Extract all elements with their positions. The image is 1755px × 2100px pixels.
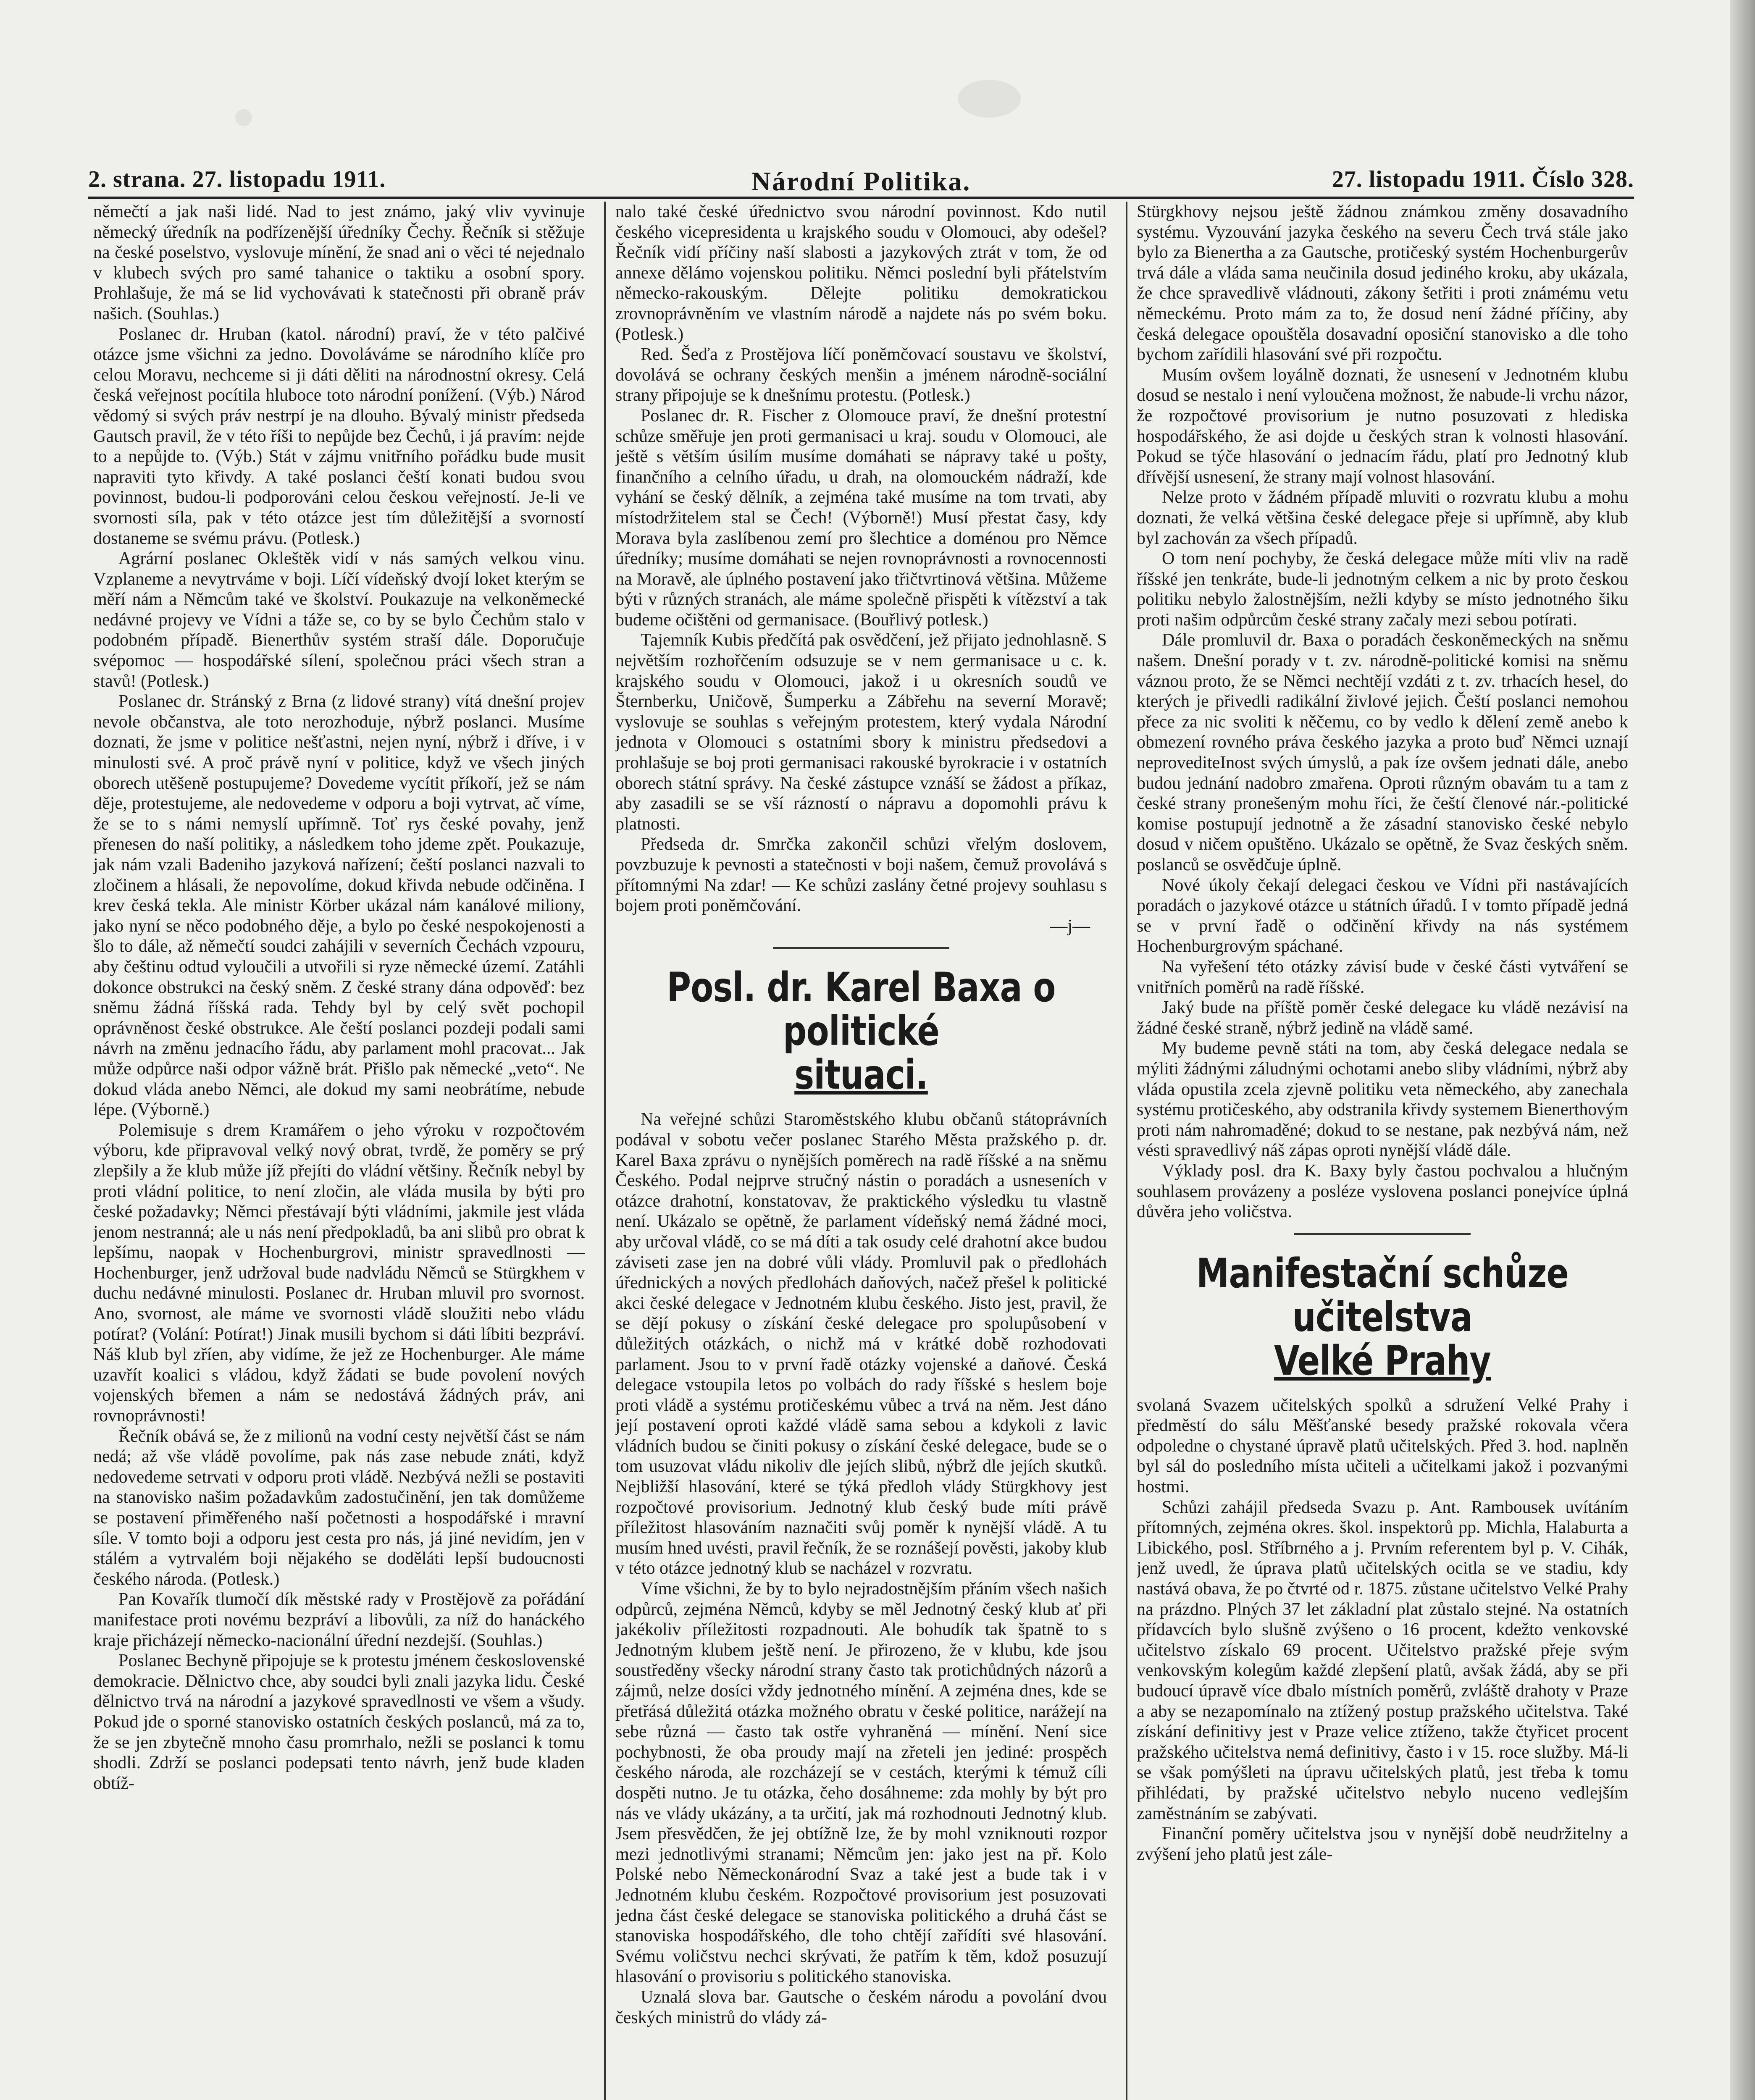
column-1 xyxy=(93,202,585,2100)
newspaper-title: Národní Politika. xyxy=(751,166,971,196)
article-headline xyxy=(1181,1252,1584,1383)
paragraph: Stürgkhovy nejsou ještě žádnou známkou změny dosavadního systému. Vyzouvání jazyka českého na severu Čech trvá stále jako bylo za Bienertha a za Gautsche, protičeský systém Hochenburgerův trvá dále a vláda sama neučinila dosud jediného kroku, aby ukázala, že chce spravedlivě vládnouti, zákony šetřiti i proti známému vetu německému. Proto mám za to, že dosud není žádné příčiny, aby česká delegace opouštěla dosavadní oposiční stanovisko a dle toho bychom zařídili hlasování své při rozpočtu. xyxy=(1137,202,1628,365)
paragraph: němečtí a jak naši lidé. Nad to jest známo, jaký vliv vyvinuje německý úředník na podřízenější úředníky Čechy. Řečník si stěžuje na české poselstvo, vyslovuje mínění, že snad ani o věci té nejednalo v klubech svých pro samé tahanice o taktiku a osobní spory. Prohlašuje, že má se lid vychovávati k statečnosti při obraně práv našich. (Souhlas.) xyxy=(93,202,585,323)
headline-line: Velké Prahy xyxy=(1274,1337,1491,1384)
paper-stain xyxy=(235,109,252,126)
column-rule xyxy=(1126,202,1127,2100)
section-separator xyxy=(1294,1233,1471,1235)
section-separator xyxy=(773,947,949,949)
paragraph: Na veřejné schůzi Staroměstského klubu občanů státoprávních podával v sobotu večer poslanec Starého Města pražského p. dr. Karel Baxa zprávu o nynějších poměrech na radě říšské a na sněmu Českého. Podal nejprve stručný nástin o poradách a usneseních v otázce drahotní, konstatovav, že praktického výsledku tu vlastně není. Ukázalo se opětně, že parlament vídeňský nemá žádné moci, aby určoval vládě, co se má díti a tak osudy celé drahotní akce budou záviseti zase jen na dobré vůli vlády. Promluvil pak o předlohách úřednických a nových předlohách daňových, načež přešel k politické akci české delegace v Jednotném klubu českého. Jisto jest, pravil, že se dějí pokusy o získání české delegace pro spolupůsobení v důležitých otázkách, o nichž má v krátké době rozhodovati parlament. Jsou to v první řadě otázky vojenské a daňové. Česká delegace vstoupila letos po volbách do rady říšské s heslem boje proti vládě a systému protičeskému vůbec a trvá na něm. Jest dáno její postavení oproti každé vládě sama sebou a kdykoli z lavic vládních budou se činiti pokusy o získání české delegace, bude se o tom usuzovat vládu nikoliv dle jejích slibů, nýbrž dle jejích skutků. Nejbližší hlasování, které se týká předloh vlády Stürgkhovy jest rozpočtové provisorium. Jednotný klub český bude míti právě příležitost hlasováním naznačiti svůj poměr k nynější vládě. A tu musím hned uvésti, pravil řečník, že se roznášejí pověsti, jakoby klub v této otázce jednotný klub se nacházel v rozvratu. xyxy=(615,1110,1107,1578)
paragraph: Tajemník Kubis předčítá pak osvědčení, jež přijato jednohlasně. S největším rozhořčením odsuzuje se v nem germanisace u c. k. krajského soudu v Olomouci, jakož i u okresních soudů ve Šternberku, Uničově, Šumperku a Zábřehu na severní Moravě; vyslovuje se souhlas s veřejným protestem, který vydala Národní jednota v Olomouci s ostatními sbory k ministru předsedovi a prohlašuje se boj proti germanisaci rakouské byrokracie i v ostatních oborech státní správy. Na české zástupce vznáší se žádost a příkaz, aby zasadili se se vší rázností o nápravu a dopomohli právu k platnosti. xyxy=(615,630,1107,834)
paragraph: Nové úkoly čekají delegaci českou ve Vídni při nastávajících poradách o jazykové otázce u státních úřadů. I v tomto případě jedná se v první řadě o odčinění křivdy na nás systémem Hochenburgrovým spáchané. xyxy=(1137,875,1628,956)
paragraph: Jaký bude na příště poměr české delegace ku vládě nezávisí na žádné české straně, nýbrž jedině na vládě samé. xyxy=(1137,998,1628,1038)
column-3 xyxy=(1137,202,1628,2100)
paragraph: Red. Šeďa z Prostějova líčí poněmčovací soustavu ve školství, dovolává se ochrany českých menšin a jménem národně-sociální strany připojuje se k dnešnímu protestu. (Potlesk.) xyxy=(615,345,1107,405)
paragraph: Dále promluvil dr. Baxa o poradách českoněmeckých na sněmu našem. Dnešní porady v t. zv. národně-politické komisi na sněmu váznou proto, že se Němci nechtějí vzdáti z t. zv. trhacích hesel, do kterých je přivedli radikální živlové jejich. Čeští poslanci nemohou přece za nic svoliti k něčemu, co by vedlo k dělení země anebo k obmezení rovného práva českého jazyka a proto buď Němci uznají neprovediteInost svých úmyslů, a pak íze ovšem jednati dále, anebo budou jednání nadobro zmařena. Oproti různým obavám tu a tam z české strany pronešeným mohu říci, že čeští členové nár.-politické komise postupují jednotně a že zásadní stanovisko české nebylo dosud v ničem opuštěno. Ukázalo se opětně, že Svaz českých sněm. poslanců se osvědčuje úplně. xyxy=(1137,630,1628,874)
paper-stain xyxy=(958,80,1021,118)
paragraph: Na vyřešení této otázky závisí bude v české části vytváření se vnitřních poměrů na radě říšské. xyxy=(1137,957,1628,997)
headline-line: situaci. xyxy=(794,1051,928,1099)
paragraph: Poslanec dr. Stránský z Brna (z lidové strany) vítá dnešní projev nevole občanstva, ale toto nerozhoduje, nýbrž poslanci. Musíme doznati, že jsme v politice nešťastni, nejen nyní, nýbrž i dříve, i v minulosti své. A proč právě nyní v politice, když ve všech jiných oborech utěšeně postupujeme? Dovedeme vycítit příkoří, jež se nám děje, protestujeme, ale nedovedeme v odporu a boji vytrvat, ač víme, že se to s námi nemyslí upřímně. Toť rys české povahy, jenž přenesen do naší politiky, a následkem toho jdeme zpět. Poukazuje, jak nám vzali Badeniho jazyková nařízení; čeští poslanci nazvali to zločinem a hlásali, že nepovolíme, dokud křivda nebude odčiněna. I krev česká tekla. Ale ministr Körber ukázal nám kanálové miliony, jako nyní se něco podobného děje, a bylo po české nespokojenosti a šlo to dále, až němečtí soudci zahájili v severních Čechách vzpouru, aby češtinu odtud vyloučili a utvořili si ryze německé území. Zatáhli dokonce obstrukci na český sněm. Z české strany dána odpověď: bez sněmu žádná říšská rada. Tehdy byl by celý svět pochopil oprávněnost české obstrukce. Ale čeští poslanci pozdeji podali sami návrh na změnu jednacího řádu, aby parlament mohl pracovat... Jak může odpůrce naši odpor vážně brát. Přišlo pak německé „veto“. Ne dokud vláda anebo Němci, ale dokud my sami neobrátíme, nebude lépe. (Výborně.) xyxy=(93,692,585,1120)
paragraph: Agrární poslanec Okleštěk vidí v nás samých velkou vinu. Vzplaneme a nevytrváme v boji. Líčí vídeňský dvojí loket kterým se měří nám a Němcům také ve školství. Poukazuje na velkoněmecké nedávné projevy ve Vídni a táže se, co by se bylo Čechům stalo v podobném případě. Bienerthův systém straší dále. Doporučuje svépomoc — hospodářské sílení, společnou práci všech stran a stavů! (Potlesk.) xyxy=(93,549,585,691)
paragraph: Poslanec Bechyně připojuje se k protestu jménem československé demokracie. Dělnictvo chce, aby soudci byli znali jazyka lidu. České dělnictvo trvá na národní a jazykové spravedlnosti ve všem a všudy. Pokud jde o sporné stanovisko ostatních českých poslanců, má za to, že se jen zbytečně mnoho času promrhalo, nežli se poslanci k tomu shodli. Zdrží se poslanci podepsati tento návrh, jenž bude kladen obtíž- xyxy=(93,1651,585,1793)
paragraph: Řečník obává se, že z milionů na vodní cesty největší část se nám nedá; až vše vládě povolíme, pak nás zase nebude znáti, když nedovedeme setrvati v odporu proti vládě. Nezbývá nežli se postaviti na stanovisko našim požadavkům zadostučinění, jen tak domůžeme se postavení přiměřeného naší početnosti a hospodářské i mravní síle. V tomto boji a odporu jest cesta pro nás, já jiné nevidím, jen v stálém a vytrvalém boji nějakého se doděláti lepší budoucnosti českého národa. (Potlesk.) xyxy=(93,1426,585,1589)
paragraph: Musím ovšem loyálně doznati, že usnesení v Jednotném klubu dosud se nestalo i není vyloučena možnost, že nabude-li vrchu názor, že rozpočtové provisorium je nutno posuzovati z hlediska hospodářského, že asi dojde u českých stran k volnosti hlasování. Pokud se týče hlasování o jednacím řádu, platí pro Jednotný klub dřívější usnesení, že strany mají volnost hlasování. xyxy=(1137,365,1628,487)
paragraph: Předseda dr. Smrčka zakončil schůzi vřelým doslovem, povzbuzuje k pevnosti a statečnosti v boji našem, čemuž provolává s přítomnými Na zdar! — Ke schůzi zaslány četné projevy souhlasu s bojem proti poněmčování. xyxy=(615,835,1107,916)
paragraph: Polemisuje s drem Kramářem o jeho výroku v rozpočtovém výboru, kde připravoval velký nový obrat, tvrdě, že poměry se prý zlepšily a že klub může jíž přejíti do vládní většiny. Řečník nebyl by proti vládní politice, to není zločin, ale vláda musila by býti pro české požadavky; Němci přestávají býti vládními, jakmile jest vláda jenom nestranná; ale u nás není předpokladů, ba ani slibů pro obrat k lepšímu, naopak v Hochenburgrovi, ministr spravedlnosti — Hochenburger, jenž udržoval bude nadvládu Němců se Stürgkhem v duchu nedávné minulosti. Poslanec dr. Hruban mluvil pro svornost. Ano, svornost, ale máme ve svornosti vládě sloužiti nebo vládu potírat? (Volání: Potírat!) Jinak musili bychom si dáti líbiti bezpráví. Náš klub byl zříen, aby vidíme, že jež ze Hochenburger. Ale máme uzavřít koalici s vládou, když žádati se bude povolení nových vojenských břemen a nám se nedostává žádných práv, ani rovnoprávnosti! xyxy=(93,1120,585,1426)
paragraph: Uznalá slova bar. Gautsche o českém národu a povolání dvou českých ministrů do vlády zá- xyxy=(615,1987,1107,2027)
header-date-issue: 27. listopadu 1911. Číslo 328. xyxy=(1332,166,1634,192)
paragraph: svolaná Svazem učitelských spolků a sdružení Velké Prahy i předměstí do sálu Měšťanské besedy pražské rokovala včera odpoledne o chystané úpravě platů učitelských. Před 3. hod. naplněn byl sál do posledního místa učiteli a učitelkami jakož i pozvanými hostmi. xyxy=(1137,1395,1628,1497)
scan-edge xyxy=(1730,0,1755,2100)
headline-line: Posl. dr. Karel Baxa o politické xyxy=(667,964,1056,1055)
column-2 xyxy=(615,202,1107,2100)
header-rule xyxy=(88,197,1634,199)
header-page-date: 2. strana. 27. listopadu 1911. xyxy=(88,166,386,192)
paragraph: Schůzi zahájil předseda Svazu p. Ant. Rambousek uvítáním přítomných, zejména okres. škol. inspektorů pp. Michla, Halaburta a Libického, posl. Stříbrného a j. Prvním referentem byl p. V. Cihák, jenž uvedl, že úprava platů učitelských ocitla se ve stadiu, kdy nastává obava, že po čtvrté od r. 1875. zůstane učitelstvo Velké Prahy na prázdno. Plných 37 let základní plat zůstalo stejné. Na ostatních přídavcích bylo slušně zvýšeno o 16 procent, kdežto venkovské učitelstvo získalo 69 procent. Učitelstvo pražské přeje svým venkovským kolegům každé zlepšení platů, avšak žádá, aby se při budoucí úpravě více dbalo místních poměrů, zvláště drahoty v Praze a aby se nezapomínalo na ztížený postup pražského učitelstva. Také získání definitivy jest v Praze velice ztíženo, takže čtyřicet procent pražského učitelstva nemá definitivy, často i v 15. roce služby. Má-li se však pomýšleti na úpravu učitelských platů, jest třeba k tomu přihlédati, by pražské učitelstvo nebylo nuceno vedlejším zaměstnáním se zabývati. xyxy=(1137,1497,1628,1823)
paragraph: nalo také české úřednictvo svou národní povinnost. Kdo nutil českého vicepresidenta u krajského soudu v Olomouci, aby odešel? Řečník vidí příčiny naší slabosti a jazykových ztrát v tom, že od annexe dělámo vojenskou politiku. Němci poslední byli přátelstvím německo-rakouským. Dělejte politiku demokratickou zrovnoprávněním ve vlastním národě a najdete nás po svém boku. (Potlesk.) xyxy=(615,202,1107,344)
column-rule xyxy=(604,202,606,2100)
paragraph: Finanční poměry učitelstva jsou v nynější době neudržitelny a zvýšení jeho platů jest zále- xyxy=(1137,1824,1628,1864)
byline: —j— xyxy=(1050,916,1090,936)
paragraph: My budeme pevně státi na tom, aby česká delegace nedala se mýliti žádnými záludnými ochotami anebo sliby vládními, nýbrž aby vláda opustila zcela zjevně politiku veta německého, aby zanechala systému protičeského, aby odstranila křivdy systemem Bienerthovým proti nám nahromaděné; dokud to se nestane, pak nezbývá nám, než vésti spravedlivý náš zápas oproti nynější vládě dále. xyxy=(1137,1039,1628,1160)
paragraph: Poslanec dr. R. Fischer z Olomouce praví, že dnešní protestní schůze směřuje jen proti germanisaci u kraj. soudu v Olomouci, ale ještě s větším úsilím musíme domáhati se nápravy také u pošty, finančního a celního úřadu, u drah, na olomouckém nádraží, kde vyhání se český dělník, a zejména také musíme na tom trvati, aby místodržitelem stal se Čech! (Výborně!) Musí přestat časy, kdy Morava byla zaslíbenou zemí pro šlechtice a doménou pro Němce úředníky; musíme domáhati se nejen rovnoprávnosti a rovnocennosti na Moravě, ale úplného postavení jako třičtvrtinová většina. Můžeme býti v různých stranách, ale máme společně přispěti k vítězství a tak budeme očištěni od germanisace. (Bouřlivý potlesk.) xyxy=(615,406,1107,630)
paragraph: Poslanec dr. Hruban (katol. národní) praví, že v této palčivé otázce jsme všichni za jedno. Dovoláváme se národního klíče pro celou Moravu, nechceme si ji dáti děliti na národnostní okresy. Celá česká veřejnost pocítila hluboce toto národní ponížení. (Výb.) Národ vědomý si svých práv nestrpí je na dlouho. Bývalý ministr předseda Gautsch pravil, že v této říši to nepůjde bez Čechů, i já pravím: nejde to a nepůjde to. (Výb.) Stát v zájmu vnitřního pořádku bude musit napraviti tyto křivdy. A také poslanci čeští konati budou svou povinnost, budou-li podporováni celou českou veřejností. Je-li ve svornosti síla, pak v této otázce jest tím důležitější a svorností dostaneme se svému právu. (Potlesk.) xyxy=(93,324,585,548)
article-headline xyxy=(659,966,1062,1097)
paragraph: Víme všichni, že by to bylo nejradostnějším přáním všech našich odpůrců, zejména Němců, kdyby se měl Jednotný český klub ať při jakékoliv příležitosti rozpadnouti. Ale bohudík tak špatně to s Jednotným klubem ještě není. Je přirozeno, že v klubu, kde jsou soustředěny všecky národní strany často tak protichůdných názorů a zájmů, nelze dosíci vždy jednotného mínění. A zejména dnes, kde se přetřásá důležitá otázka možného obratu v české politice, narážejí na sebe různá — často tak ostře vyhraněná — mínění. Není sice pochybnosti, že oba proudy mají na zřeteli jen jediné: prospěch českého národa, ale rozcházejí se v cestách, kterými k témuž cíli dospěti nutno. Je tu otázka, čeho dosáhneme: zda mohly by být pro nás ve vlády ukázány, a ta určití, jak má rozhodnouti Jednotný klub. Jsem přesvědčen, že jej obtížně lze, že by mohl vzniknouti rozpor mezi jednotlivými stranami; Němcům jen: jako jest na př. Kolo Polské nebo Německonárodní Svaz a také jest a bude tak i v Jednotném klubu českém. Rozpočtové provisorium jest posuzovati jedna část české delegace se stanoviska politického a druhá část se stanoviska hospodářského, dle toho chtějí zařídíti své hlasování. Svému voličstvu nechci skrývati, že patřím k těm, kdož posuzují hlasování o provisoriu s politického stanoviska. xyxy=(615,1579,1107,1987)
headline-line: Manifestační schůze učitelstva xyxy=(1196,1250,1569,1341)
paragraph: O tom není pochyby, že česká delegace může míti vliv na radě říšské jen tenkráte, bude-li jednotným celkem a nic by proto českou politiku nebylo žalostnějším, nežli kdyby se místo jednotného šiku proti našim odpůrcům české strany začaly mezi sebou potírati. xyxy=(1137,549,1628,630)
paragraph: Výklady posl. dra K. Baxy byly častou pochvalou a hlučným souhlasem provázeny a posléze vyslovena poslanci ponejvíce úplná důvěra jeho voličstva. xyxy=(1137,1161,1628,1222)
paragraph: Pan Kovařík tlumočí dík městské rady v Prostějově za pořádání manifestace proti novému bezpráví a libovůli, za níž do hanáckého kraje přicházejí německo-nacionální úřední nezdejší. (Souhlas.) xyxy=(93,1590,585,1650)
paragraph: Nelze proto v žádném případě mluviti o rozvratu klubu a mohu doznati, že velká většina české delegace přeje si upřímně, aby klub byl zachován za všech případů. xyxy=(1137,488,1628,548)
